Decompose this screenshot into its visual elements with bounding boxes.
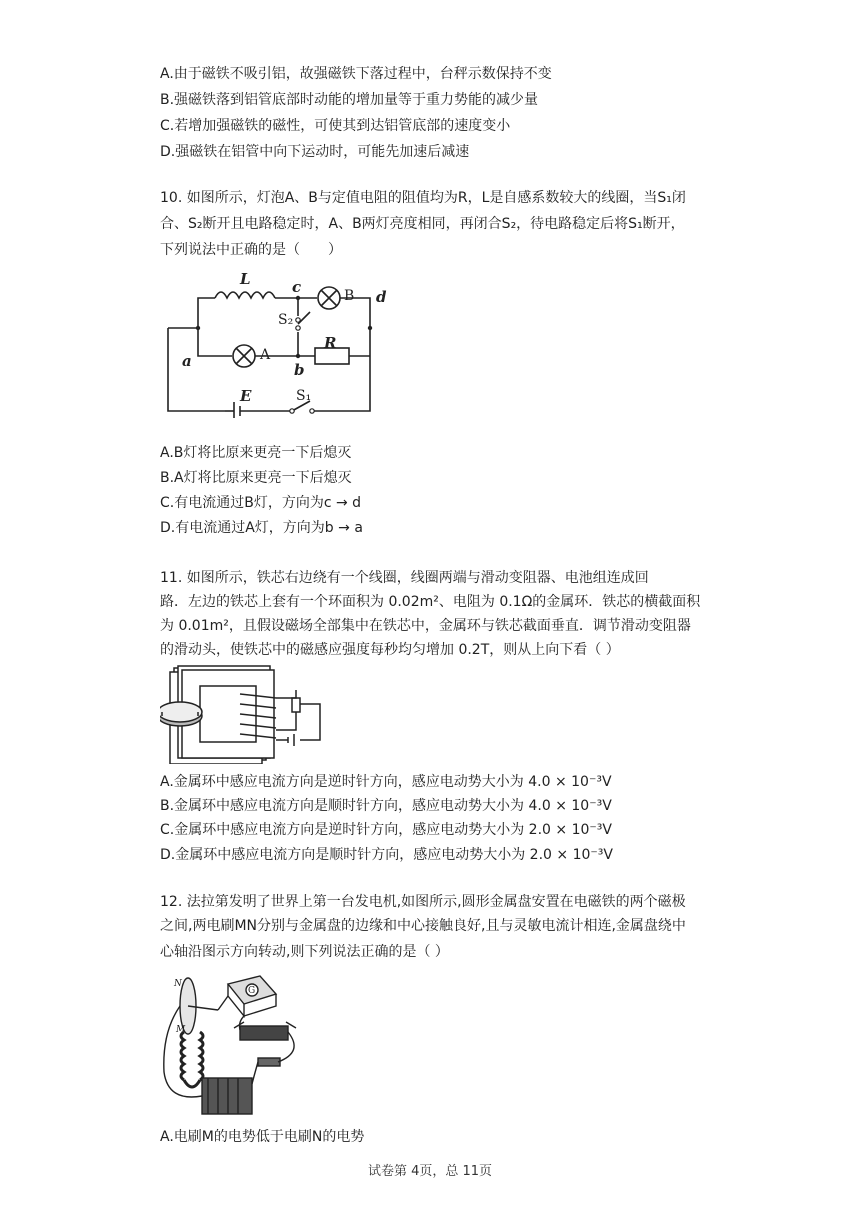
q11-option-b: B.金属环中感应电流方向是顺时针方向，感应电动势大小为 4.0 × 10⁻³V (160, 798, 612, 814)
label-E: E (240, 387, 252, 405)
q11-option-d: D.金属环中感应电流方向是顺时针方向，感应电动势大小为 2.0 × 10⁻³V (160, 847, 613, 863)
q11-stem-line-3: 为 0.01m²，且假设磁场全部集中在铁芯中，金属环与铁芯截面垂直．调节滑动变阻器 (160, 618, 691, 634)
q10-option-d: D.有电流通过A灯，方向为b → a (160, 520, 363, 536)
q10-stem-line-1: 10. 如图所示，灯泡A、B与定值电阻的阻值均为R，L是自感系数较大的线圈，当S₁闭 (160, 190, 686, 206)
label-c: c (292, 278, 302, 296)
label-L: L (240, 270, 251, 288)
q11-iron-core-figure (160, 664, 330, 764)
label-S2: S₂ (278, 312, 294, 328)
q9-option-d: D.强磁铁在铝管中向下运动时，可能先加速后减速 (160, 144, 470, 160)
label-M: M (176, 1025, 186, 1035)
q11-option-a: A.金属环中感应电流方向是逆时针方向，感应电动势大小为 4.0 × 10⁻³V (160, 774, 612, 790)
q10-option-b: B.A灯将比原来更亮一下后熄灭 (160, 470, 352, 486)
q9-option-b: B.强磁铁落到铝管底部时动能的增加量等于重力势能的减少量 (160, 92, 539, 108)
q11-option-c: C.金属环中感应电流方向是逆时针方向，感应电动势大小为 2.0 × 10⁻³V (160, 822, 612, 838)
q10-option-a: A.B灯将比原来更亮一下后熄灭 (160, 445, 352, 461)
label-A: A (260, 347, 271, 363)
label-a: a (182, 352, 192, 370)
q11-stem-line-4: 的滑动头，使铁芯中的磁感应强度每秒均匀增加 0.2T，则从上向下看（ ） (160, 642, 620, 658)
q11-stem-line-1: 11. 如图所示，铁芯右边绕有一个线圈，线圈两端与滑动变阻器、电池组连成回 (160, 570, 649, 586)
label-B: B (344, 288, 355, 304)
label-N: N (174, 979, 182, 989)
q12-option-a: A.电刷M的电势低于电刷N的电势 (160, 1129, 365, 1145)
q10-stem-line-3: 下列说法中正确的是（ ） (160, 242, 342, 258)
label-b: b (294, 361, 305, 379)
page-footer: 试卷第 4页，总 11页 (367, 1164, 493, 1179)
q10-option-c: C.有电流通过B灯，方向为c → d (160, 495, 362, 511)
label-R: R (324, 334, 337, 352)
q12-stem-line-3: 心轴沿图示方向转动,则下列说法正确的是（ ） (160, 944, 449, 960)
q10-circuit-figure (160, 268, 410, 418)
q11-stem-line-2: 路．左边的铁芯上套有一个环面积为 0.02m²、电阻为 0.1Ω的金属环．铁芯的横截面积 (160, 594, 701, 610)
label-S1: S₁ (296, 388, 312, 404)
q12-stem-line-2: 之间,两电刷MN分别与金属盘的边缘和中心接触良好,且与灵敏电流计相连,金属盘绕中 (160, 918, 686, 934)
q12-stem-line-1: 12. 法拉第发明了世界上第一台发电机,如图所示,圆形金属盘安置在电磁铁的两个磁极 (160, 894, 686, 910)
q12-generator-figure (158, 972, 308, 1120)
q10-stem-line-2: 合、S₂断开且电路稳定时，A、B两灯亮度相同，再闭合S₂，待电路稳定后将S₁断开， (160, 216, 685, 232)
q9-option-a: A.由于磁铁不吸引铝，故强磁铁下落过程中，台秤示数保持不变 (160, 66, 552, 82)
label-d: d (376, 288, 387, 306)
label-G: G (248, 986, 256, 996)
q9-option-c: C.若增加强磁铁的磁性，可使其到达铝管底部的速度变小 (160, 118, 511, 134)
